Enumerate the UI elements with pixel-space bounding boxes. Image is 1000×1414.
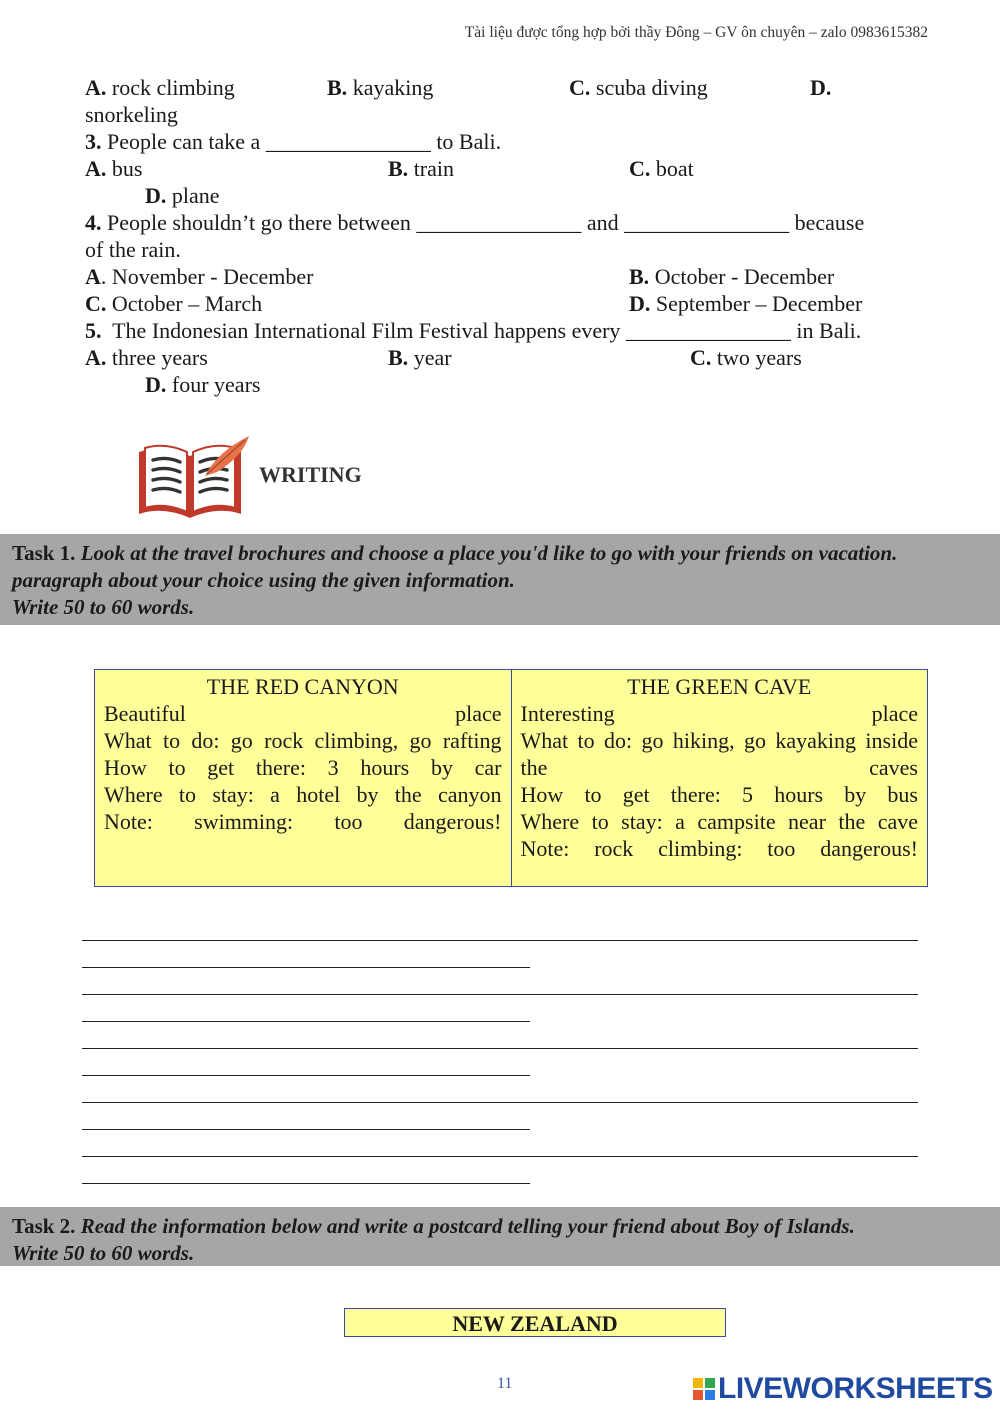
brochure-red-canyon	[95, 670, 512, 887]
option-c[interactable]: C. two years	[690, 345, 802, 370]
brochure-line: Where to stay: a campsite near the cave	[520, 809, 918, 834]
option-a[interactable]: A. bus	[85, 156, 143, 181]
option-c[interactable]: C. scuba diving	[569, 75, 708, 100]
option-a[interactable]: A. three years	[85, 345, 208, 370]
brochure-table	[94, 669, 928, 887]
task-1-instructions: Task 1. Look at the travel brochures and choose a place you'd like to go with your friends on vacation. paragraph about your choice using the given information. Write 50 to 60 words.	[0, 534, 1000, 625]
answer-line[interactable]	[82, 940, 918, 941]
answer-line[interactable]	[82, 1048, 918, 1049]
brochure-line: Beautiful place	[104, 701, 502, 726]
answer-line[interactable]	[82, 1102, 918, 1103]
question-3-stem: 3. People can take a _______________ to Bali.	[85, 129, 502, 154]
option-a[interactable]: A. November - December	[85, 264, 314, 289]
option-d[interactable]: D. plane	[145, 183, 220, 208]
brochure-title: THE RED CANYON	[206, 674, 399, 699]
option-c[interactable]: C. boat	[629, 156, 694, 181]
option-d[interactable]: D. four years	[145, 372, 261, 397]
brochure-line: Where to stay: a hotel by the canyon	[104, 782, 502, 807]
option-d-text[interactable]: snorkeling	[85, 102, 178, 127]
option-b[interactable]: B. October - December	[629, 264, 835, 289]
option-d[interactable]: D. September – December	[629, 291, 863, 316]
brochure-title: THE GREEN CAVE	[627, 674, 812, 699]
brochure-line: How to get there: 5 hours by bus	[520, 782, 918, 807]
option-b[interactable]: B. year	[388, 345, 452, 370]
answer-line[interactable]	[82, 994, 918, 995]
option-a[interactable]: A. rock climbing	[85, 75, 235, 100]
brochure-green-cave	[511, 670, 928, 887]
liveworksheets-mark-icon	[692, 1377, 716, 1401]
brochure-line: Interesting place	[520, 701, 918, 726]
question-4-stem: 4. People shouldn’t go there between _______________ and _______________ because	[85, 210, 865, 235]
brochure-line: Note: rock climbing: too dangerous!	[520, 836, 918, 861]
section-title: WRITING	[259, 462, 362, 487]
open-book-quill-icon	[133, 434, 255, 524]
postcard-title: NEW ZEALAND	[344, 1308, 726, 1337]
answer-line[interactable]	[82, 1156, 918, 1157]
page-header: Tài liệu được tổng hợp bởi thầy Đông – GV ôn chuyên – zalo 0983615382	[464, 24, 928, 41]
task-2-instructions: Task 2. Read the information below and write a postcard telling your friend about Boy of Islands. Write 50 to 60 words.	[0, 1207, 1000, 1266]
liveworksheets-logo[interactable]	[692, 1373, 993, 1405]
brochure-line: What to do: go hiking, go kayaking inside the caves	[520, 728, 918, 780]
question-4-stem-cont: of the rain.	[85, 237, 181, 262]
brochure-line: What to do: go rock climbing, go rafting	[104, 728, 502, 753]
option-b[interactable]: B. kayaking	[327, 75, 434, 100]
answer-line[interactable]	[82, 1075, 530, 1076]
option-b[interactable]: B. train	[388, 156, 455, 181]
question-5-stem: 5. The Indonesian International Film Festival happens every _______________ in Bali.	[85, 318, 862, 343]
answer-line[interactable]	[82, 967, 530, 968]
answer-line[interactable]	[82, 1129, 530, 1130]
answer-line[interactable]	[82, 1021, 530, 1022]
page-number: 11	[497, 1375, 513, 1392]
option-c[interactable]: C. October – March	[85, 291, 263, 316]
brochure-line: Note: swimming: too dangerous!	[104, 809, 502, 834]
answer-line[interactable]	[82, 1183, 530, 1184]
logo-text: LIVEWORKSHEETS	[718, 1372, 993, 1405]
option-d[interactable]: D.	[810, 75, 832, 100]
brochure-line: How to get there: 3 hours by car	[104, 755, 502, 780]
